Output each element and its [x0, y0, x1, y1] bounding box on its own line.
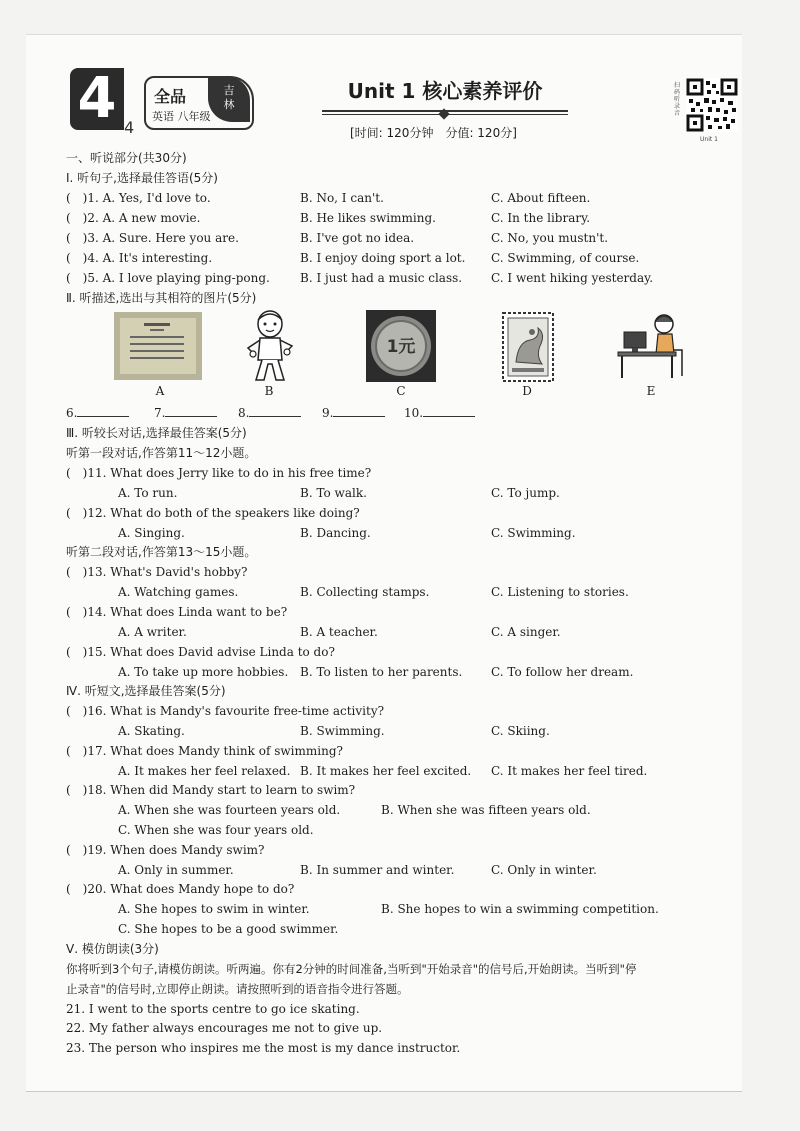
question-3-option-c[interactable]: C. No, you mustn't. [491, 231, 609, 245]
picture-e-label: E [646, 384, 656, 398]
picture-c-coin[interactable] [366, 310, 436, 382]
part5-instruction-1: 你将听到3个句子,请模仿朗读。听两遍。你有2分钟的时间准备,当听到"开始录音"的信号后,开始朗读。当听到"停 [66, 962, 637, 976]
question-4-stem: ( )4. A. It's interesting. [66, 251, 213, 265]
read-sentence-22: 22. My father always encourages me not to give up. [66, 1021, 383, 1035]
blank-8[interactable]: 8. [238, 406, 301, 420]
picture-b-label: B [264, 384, 274, 398]
question-18-option-c[interactable]: C. When she was four years old. [118, 823, 314, 837]
question-20-option-c[interactable]: C. She hopes to be a good swimmer. [118, 922, 339, 936]
qr-unit-label: Unit 1 [700, 136, 718, 143]
qr-code-icon[interactable] [686, 78, 738, 132]
question-11-option-a[interactable]: A. To run. [118, 486, 178, 500]
blank-9[interactable]: 9. [322, 406, 385, 420]
question-2-stem: ( )2. A. A new movie. [66, 211, 201, 225]
question-14-option-b[interactable]: B. A teacher. [300, 625, 378, 639]
question-19-stem: ( )19. When does Mandy swim? [66, 843, 265, 857]
brand-badge: 吉林 [208, 76, 250, 122]
question-2-option-b[interactable]: B. He likes swimming. [300, 211, 436, 225]
picture-a-poem-book[interactable] [114, 312, 202, 380]
coin-denomination: 1元 [386, 337, 416, 357]
question-14-option-c[interactable]: C. A singer. [491, 625, 561, 639]
picture-c-label: C [396, 384, 406, 398]
question-12-option-b[interactable]: B. Dancing. [300, 526, 371, 540]
question-20-option-b[interactable]: B. She hopes to win a swimming competition. [381, 902, 659, 916]
picture-b-kungfu-boy[interactable] [244, 308, 296, 384]
question-14-option-a[interactable]: A. A writer. [118, 625, 187, 639]
read-sentence-21: 21. I went to the sports centre to go ice skating. [66, 1002, 360, 1016]
question-19-option-b[interactable]: B. In summer and winter. [300, 863, 455, 877]
question-4-option-c[interactable]: C. Swimming, of course. [491, 251, 640, 265]
question-16-option-c[interactable]: C. Skiing. [491, 724, 550, 738]
part1-heading: Ⅰ. 听句子,选择最佳答语(5分) [66, 171, 218, 185]
question-2-option-c[interactable]: C. In the library. [491, 211, 591, 225]
brand-subtitle: 英语 八年级 [152, 110, 211, 123]
question-17-option-c[interactable]: C. It makes her feel tired. [491, 764, 648, 778]
question-14-stem: ( )14. What does Linda want to be? [66, 605, 288, 619]
question-18-stem: ( )18. When did Mandy start to learn to swim? [66, 783, 356, 797]
question-1-stem: ( )1. A. Yes, I'd love to. [66, 191, 211, 205]
question-13-option-a[interactable]: A. Watching games. [118, 585, 239, 599]
question-15-stem: ( )15. What does David advise Linda to do? [66, 645, 335, 659]
question-1-option-b[interactable]: B. No, I can't. [300, 191, 384, 205]
question-15-option-c[interactable]: C. To follow her dream. [491, 665, 634, 679]
question-13-option-b[interactable]: B. Collecting stamps. [300, 585, 430, 599]
question-15-option-a[interactable]: A. To take up more hobbies. [118, 665, 289, 679]
read-sentence-23: 23. The person who inspires me the most is my dance instructor. [66, 1041, 461, 1055]
question-12-option-a[interactable]: A. Singing. [118, 526, 185, 540]
section-heading: 一、听说部分(共30分) [66, 151, 187, 165]
question-17-option-a[interactable]: A. It makes her feel relaxed. [118, 764, 291, 778]
brand-name: 全品 [154, 87, 187, 106]
question-16-option-a[interactable]: A. Skating. [118, 724, 185, 738]
question-17-option-b[interactable]: B. It makes her feel excited. [300, 764, 472, 778]
unit-number-small: 4 [124, 118, 135, 137]
question-11-stem: ( )11. What does Jerry like to do in his free time? [66, 466, 372, 480]
question-5-option-c[interactable]: C. I went hiking yesterday. [491, 271, 654, 285]
unit-number-block: 4 [70, 68, 124, 130]
question-20-option-a[interactable]: A. She hopes to swim in winter. [118, 902, 310, 916]
picture-a-label: A [155, 384, 165, 398]
part4-heading: Ⅳ. 听短文,选择最佳答案(5分) [66, 684, 226, 698]
dialog1-instruction: 听第一段对话,作答第11～12小题。 [66, 446, 257, 460]
blank-6[interactable]: 6. [66, 406, 129, 420]
exam-info: [时间: 120分钟 分值: 120分] [350, 126, 517, 140]
dialog2-instruction: 听第二段对话,作答第13～15小题。 [66, 545, 257, 559]
picture-e-girl-at-computer[interactable] [616, 310, 688, 380]
question-3-stem: ( )3. A. Sure. Here you are. [66, 231, 239, 245]
question-18-option-a[interactable]: A. When she was fourteen years old. [118, 803, 341, 817]
question-12-stem: ( )12. What do both of the speakers like doing? [66, 506, 360, 520]
blank-7[interactable]: 7. [154, 406, 217, 420]
question-5-option-b[interactable]: B. I just had a music class. [300, 271, 463, 285]
question-13-option-c[interactable]: C. Listening to stories. [491, 585, 629, 599]
question-17-stem: ( )17. What does Mandy think of swimming? [66, 744, 343, 758]
question-19-option-c[interactable]: C. Only in winter. [491, 863, 597, 877]
question-19-option-a[interactable]: A. Only in summer. [118, 863, 234, 877]
part3-heading: Ⅲ. 听较长对话,选择最佳答案(5分) [66, 426, 247, 440]
question-15-option-b[interactable]: B. To listen to her parents. [300, 665, 463, 679]
question-13-stem: ( )13. What's David's hobby? [66, 565, 248, 579]
picture-d-label: D [522, 384, 532, 398]
question-11-option-c[interactable]: C. To jump. [491, 486, 560, 500]
question-3-option-b[interactable]: B. I've got no idea. [300, 231, 415, 245]
page-title: Unit 1 核心素养评价 [347, 79, 543, 103]
question-12-option-c[interactable]: C. Swimming. [491, 526, 576, 540]
question-18-option-b[interactable]: B. When she was fifteen years old. [381, 803, 591, 817]
question-1-option-c[interactable]: C. About fifteen. [491, 191, 591, 205]
part5-instruction-2: 止录音"的信号时,立即停止朗读。请按照听到的语音指令进行答题。 [66, 982, 409, 996]
question-16-stem: ( )16. What is Mandy's favourite free-time activity? [66, 704, 385, 718]
question-20-stem: ( )20. What does Mandy hope to do? [66, 882, 295, 896]
question-16-option-b[interactable]: B. Swimming. [300, 724, 385, 738]
question-4-option-b[interactable]: B. I enjoy doing sport a lot. [300, 251, 466, 265]
part2-heading: Ⅱ. 听描述,选出与其相符的图片(5分) [66, 291, 257, 305]
part5-heading: Ⅴ. 模仿朗读(3分) [66, 942, 159, 956]
question-5-stem: ( )5. A. I love playing ping-pong. [66, 271, 270, 285]
picture-d-stamp[interactable] [502, 312, 554, 382]
question-11-option-b[interactable]: B. To walk. [300, 486, 367, 500]
qr-label: 扫码听录音 [674, 82, 681, 117]
blank-10[interactable]: 10. [404, 406, 475, 420]
